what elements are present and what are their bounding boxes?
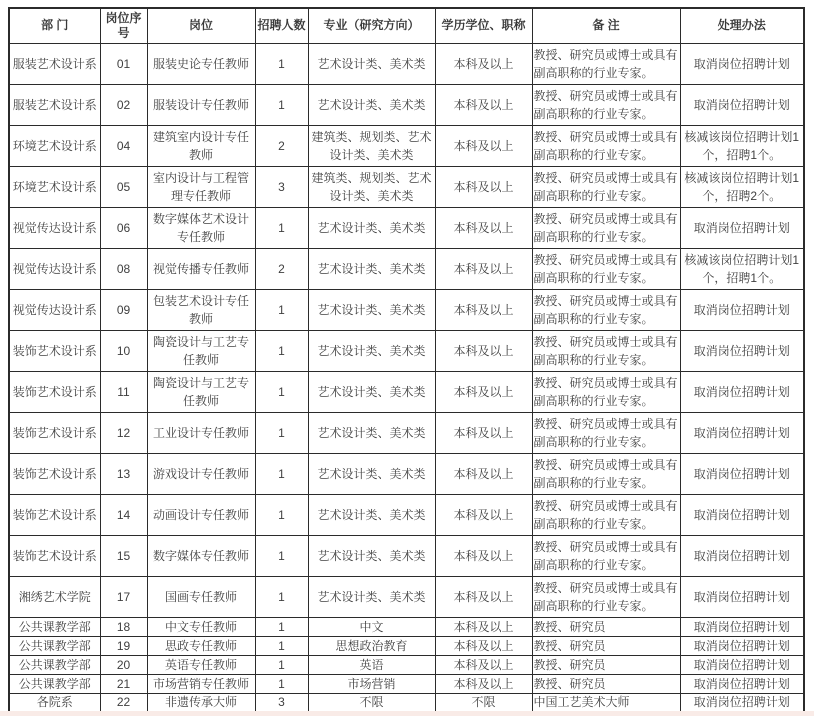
table-cell: 思想政治教育 — [308, 636, 435, 655]
table-cell: 市场营销专任教师 — [147, 674, 255, 693]
table-cell: 取消岗位招聘计划 — [680, 412, 804, 453]
table-cell: 19 — [100, 636, 147, 655]
table-row — [9, 453, 804, 494]
table-cell: 本科及以上 — [435, 330, 532, 371]
table-cell: 思政专任教师 — [147, 636, 255, 655]
table-cell: 本科及以上 — [435, 655, 532, 674]
table-cell: 1 — [255, 617, 308, 636]
table-cell: 湘绣艺术学院 — [9, 576, 100, 617]
table-row — [9, 693, 804, 712]
table-cell: 各院系 — [9, 693, 100, 712]
table-cell: 艺术设计类、美术类 — [308, 289, 435, 330]
table-cell: 1 — [255, 655, 308, 674]
table-cell: 艺术设计类、美术类 — [308, 43, 435, 84]
table-cell: 动画设计专任教师 — [147, 494, 255, 535]
table-cell: 教授、研究员或博士或具有副高职称的行业专家。 — [532, 125, 680, 166]
table-cell: 教授、研究员 — [532, 636, 680, 655]
table-cell: 视觉传达设计系 — [9, 248, 100, 289]
table-cell: 室内设计与工程管理专任教师 — [147, 166, 255, 207]
table-cell: 本科及以上 — [435, 289, 532, 330]
table-cell: 3 — [255, 693, 308, 712]
table-cell: 艺术设计类、美术类 — [308, 535, 435, 576]
table-cell: 游戏设计专任教师 — [147, 453, 255, 494]
table-row — [9, 535, 804, 576]
table-cell: 建筑室内设计专任教师 — [147, 125, 255, 166]
table-row — [9, 412, 804, 453]
table-cell: 教授、研究员或博士或具有副高职称的行业专家。 — [532, 453, 680, 494]
table-cell: 22 — [100, 693, 147, 712]
table-cell: 11 — [100, 371, 147, 412]
table-cell: 装饰艺术设计系 — [9, 330, 100, 371]
table-cell: 核减该岗位招聘计划1个，招聘1个。 — [680, 248, 804, 289]
table-cell: 本科及以上 — [435, 371, 532, 412]
table-cell: 取消岗位招聘计划 — [680, 535, 804, 576]
table-row — [9, 248, 804, 289]
table-cell: 3 — [255, 166, 308, 207]
table-cell: 教授、研究员或博士或具有副高职称的行业专家。 — [532, 84, 680, 125]
table-cell: 艺术设计类、美术类 — [308, 330, 435, 371]
table-cell: 教授、研究员或博士或具有副高职称的行业专家。 — [532, 166, 680, 207]
column-header: 部 门 — [9, 8, 100, 43]
table-row — [9, 371, 804, 412]
column-header: 岗位序号 — [100, 8, 147, 43]
table-cell: 服装艺术设计系 — [9, 84, 100, 125]
table-cell: 06 — [100, 207, 147, 248]
table-cell: 中文 — [308, 617, 435, 636]
table-cell: 建筑类、规划类、艺术设计类、美术类 — [308, 166, 435, 207]
table-cell: 本科及以上 — [435, 125, 532, 166]
table-cell: 教授、研究员或博士或具有副高职称的行业专家。 — [532, 207, 680, 248]
table-cell: 视觉传达设计系 — [9, 289, 100, 330]
table-cell: 建筑类、规划类、艺术设计类、美术类 — [308, 125, 435, 166]
table-row — [9, 674, 804, 693]
table-cell: 取消岗位招聘计划 — [680, 371, 804, 412]
table-cell: 21 — [100, 674, 147, 693]
table-cell: 1 — [255, 84, 308, 125]
table-cell: 本科及以上 — [435, 453, 532, 494]
table-cell: 取消岗位招聘计划 — [680, 84, 804, 125]
table-cell: 取消岗位招聘计划 — [680, 289, 804, 330]
table-cell: 取消岗位招聘计划 — [680, 43, 804, 84]
column-header: 学历学位、职称 — [435, 8, 532, 43]
table-cell: 本科及以上 — [435, 535, 532, 576]
table-cell: 本科及以上 — [435, 617, 532, 636]
table-cell: 取消岗位招聘计划 — [680, 576, 804, 617]
table-cell: 陶瓷设计与工艺专任教师 — [147, 330, 255, 371]
table-cell: 服装设计专任教师 — [147, 84, 255, 125]
table-cell: 艺术设计类、美术类 — [308, 84, 435, 125]
table-cell: 取消岗位招聘计划 — [680, 693, 804, 712]
table-cell: 1 — [255, 207, 308, 248]
column-header: 处理办法 — [680, 8, 804, 43]
table-cell: 教授、研究员或博士或具有副高职称的行业专家。 — [532, 412, 680, 453]
table-cell: 教授、研究员 — [532, 655, 680, 674]
table-cell: 取消岗位招聘计划 — [680, 636, 804, 655]
table-body — [9, 43, 804, 712]
table-cell: 陶瓷设计与工艺专任教师 — [147, 371, 255, 412]
table-cell: 2 — [255, 248, 308, 289]
table-cell: 装饰艺术设计系 — [9, 412, 100, 453]
table-cell: 2 — [255, 125, 308, 166]
table-cell: 1 — [255, 674, 308, 693]
table-cell: 04 — [100, 125, 147, 166]
table-cell: 1 — [255, 43, 308, 84]
table-cell: 英语 — [308, 655, 435, 674]
table-cell: 教授、研究员或博士或具有副高职称的行业专家。 — [532, 535, 680, 576]
table-cell: 工业设计专任教师 — [147, 412, 255, 453]
table-cell: 公共课教学部 — [9, 674, 100, 693]
table-cell: 10 — [100, 330, 147, 371]
table-cell: 公共课教学部 — [9, 636, 100, 655]
table-cell: 数字媒体艺术设计专任教师 — [147, 207, 255, 248]
table-cell: 本科及以上 — [435, 636, 532, 655]
table-row — [9, 289, 804, 330]
column-header: 岗位 — [147, 8, 255, 43]
table-cell: 服装史论专任教师 — [147, 43, 255, 84]
table-row — [9, 636, 804, 655]
table-row — [9, 576, 804, 617]
table-row — [9, 207, 804, 248]
table-cell: 不限 — [308, 693, 435, 712]
table-cell: 环境艺术设计系 — [9, 166, 100, 207]
table-cell: 视觉传播专任教师 — [147, 248, 255, 289]
table-cell: 艺术设计类、美术类 — [308, 576, 435, 617]
table-row — [9, 84, 804, 125]
table-cell: 本科及以上 — [435, 248, 532, 289]
table-cell: 05 — [100, 166, 147, 207]
table-cell: 17 — [100, 576, 147, 617]
table-cell: 本科及以上 — [435, 674, 532, 693]
table-row — [9, 166, 804, 207]
table-cell: 本科及以上 — [435, 576, 532, 617]
table-cell: 公共课教学部 — [9, 655, 100, 674]
table-cell: 英语专任教师 — [147, 655, 255, 674]
table-cell: 12 — [100, 412, 147, 453]
header-row — [9, 8, 804, 43]
recruitment-table — [8, 7, 805, 713]
table-cell: 本科及以上 — [435, 166, 532, 207]
table-cell: 本科及以上 — [435, 43, 532, 84]
table-cell: 教授、研究员或博士或具有副高职称的行业专家。 — [532, 43, 680, 84]
table-cell: 中国工艺美术大师 — [532, 693, 680, 712]
table-cell: 包装艺术设计专任教师 — [147, 289, 255, 330]
table-row — [9, 655, 804, 674]
table-cell: 1 — [255, 330, 308, 371]
column-header: 备 注 — [532, 8, 680, 43]
table-cell: 教授、研究员或博士或具有副高职称的行业专家。 — [532, 371, 680, 412]
table-cell: 装饰艺术设计系 — [9, 371, 100, 412]
table-cell: 装饰艺术设计系 — [9, 494, 100, 535]
column-header: 招聘人数 — [255, 8, 308, 43]
table-cell: 15 — [100, 535, 147, 576]
table-cell: 14 — [100, 494, 147, 535]
table-cell: 视觉传达设计系 — [9, 207, 100, 248]
table-cell: 本科及以上 — [435, 207, 532, 248]
table-cell: 教授、研究员或博士或具有副高职称的行业专家。 — [532, 494, 680, 535]
table-row — [9, 125, 804, 166]
page-bottom-strip — [0, 711, 814, 716]
table-cell: 1 — [255, 371, 308, 412]
table-cell: 08 — [100, 248, 147, 289]
table-cell: 本科及以上 — [435, 84, 532, 125]
table-cell: 数字媒体专任教师 — [147, 535, 255, 576]
column-header: 专业（研究方向） — [308, 8, 435, 43]
table-cell: 艺术设计类、美术类 — [308, 248, 435, 289]
table-cell: 取消岗位招聘计划 — [680, 207, 804, 248]
table-cell: 取消岗位招聘计划 — [680, 330, 804, 371]
table-cell: 1 — [255, 453, 308, 494]
table-cell: 环境艺术设计系 — [9, 125, 100, 166]
table-cell: 1 — [255, 576, 308, 617]
table-row — [9, 330, 804, 371]
table-cell: 艺术设计类、美术类 — [308, 207, 435, 248]
table-cell: 不限 — [435, 693, 532, 712]
table-cell: 装饰艺术设计系 — [9, 453, 100, 494]
table-cell: 20 — [100, 655, 147, 674]
table-cell: 01 — [100, 43, 147, 84]
table-cell: 核减该岗位招聘计划1个，招聘2个。 — [680, 166, 804, 207]
table-cell: 取消岗位招聘计划 — [680, 617, 804, 636]
table-cell: 艺术设计类、美术类 — [308, 494, 435, 535]
table-cell: 18 — [100, 617, 147, 636]
table-cell: 09 — [100, 289, 147, 330]
table-cell: 1 — [255, 494, 308, 535]
table-cell: 取消岗位招聘计划 — [680, 674, 804, 693]
table-row — [9, 494, 804, 535]
table-cell: 非遗传承大师 — [147, 693, 255, 712]
table-cell: 教授、研究员 — [532, 674, 680, 693]
table-cell: 教授、研究员或博士或具有副高职称的行业专家。 — [532, 289, 680, 330]
table-cell: 艺术设计类、美术类 — [308, 412, 435, 453]
table-cell: 装饰艺术设计系 — [9, 535, 100, 576]
table-cell: 本科及以上 — [435, 494, 532, 535]
table-cell: 13 — [100, 453, 147, 494]
table-cell: 取消岗位招聘计划 — [680, 453, 804, 494]
table-cell: 核减该岗位招聘计划1个，招聘1个。 — [680, 125, 804, 166]
table-cell: 公共课教学部 — [9, 617, 100, 636]
table-cell: 国画专任教师 — [147, 576, 255, 617]
table-cell: 取消岗位招聘计划 — [680, 494, 804, 535]
table-cell: 教授、研究员或博士或具有副高职称的行业专家。 — [532, 248, 680, 289]
table-cell: 1 — [255, 535, 308, 576]
table-cell: 1 — [255, 412, 308, 453]
table-cell: 1 — [255, 289, 308, 330]
table-row — [9, 617, 804, 636]
table-cell: 教授、研究员 — [532, 617, 680, 636]
table-cell: 艺术设计类、美术类 — [308, 371, 435, 412]
table-row — [9, 43, 804, 84]
table-cell: 市场营销 — [308, 674, 435, 693]
table-cell: 本科及以上 — [435, 412, 532, 453]
table-cell: 艺术设计类、美术类 — [308, 453, 435, 494]
table-cell: 服装艺术设计系 — [9, 43, 100, 84]
table-cell: 取消岗位招聘计划 — [680, 655, 804, 674]
table-cell: 教授、研究员或博士或具有副高职称的行业专家。 — [532, 330, 680, 371]
table-cell: 1 — [255, 636, 308, 655]
table-cell: 02 — [100, 84, 147, 125]
table-cell: 中文专任教师 — [147, 617, 255, 636]
table-cell: 教授、研究员或博士或具有副高职称的行业专家。 — [532, 576, 680, 617]
